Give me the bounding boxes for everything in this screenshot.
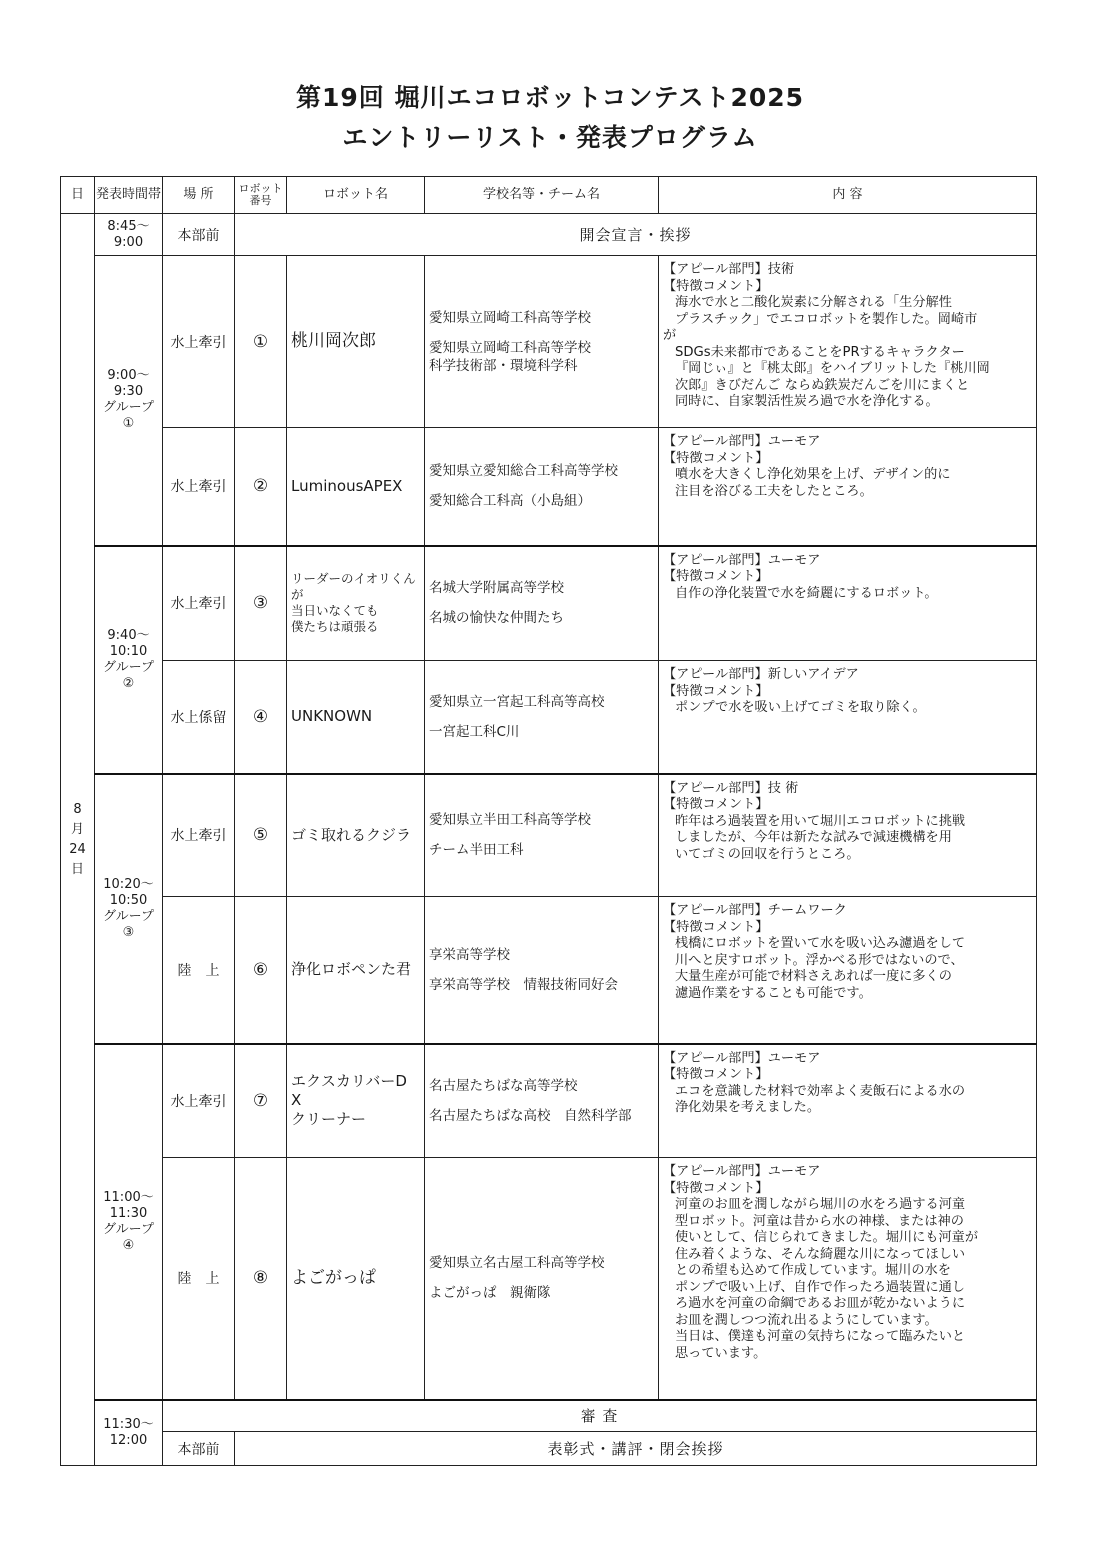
school-name: 享栄高等学校 (429, 946, 510, 963)
col-robot-no (235, 177, 287, 214)
group-4-label: グループ (103, 1221, 154, 1237)
school-name: 名城大学附属高等学校 (429, 580, 564, 597)
comment-line: ろ過水を河童の命綱であるお皿が乾かないように (675, 1296, 966, 1311)
entry-school (425, 428, 659, 546)
robot-name-line: 僕たちは頑張る (291, 619, 379, 635)
entry-place: 陸 上 (163, 1158, 235, 1400)
closing-time-end: 12:00 (109, 1432, 148, 1448)
group-2-label: グループ (103, 659, 154, 675)
group-1-start: 9:00～ (107, 368, 150, 384)
comment-line: プラスチック」でエコロボットを製作した。岡崎市 (675, 311, 978, 327)
comment-heading: 【特徴コメント】 (663, 1067, 769, 1082)
entry-row-1 (61, 256, 1037, 428)
entry-row-7 (61, 1044, 1037, 1158)
comment-line: 次郎』きびだんご ならぬ鉄炭だんごを川にまくと (675, 377, 970, 393)
closing-time-start: 11:30～ (103, 1416, 154, 1432)
team-name-line: 愛知総合工科高（小島組） (429, 493, 591, 510)
entry-robot-name (287, 774, 425, 897)
robot-name-line: 当日いなくても (291, 603, 379, 619)
appeal-category: 【アピール部門】ユーモア (663, 434, 821, 449)
closing-time (95, 1400, 163, 1466)
col-robot-no-line2: 番号 (249, 194, 272, 207)
school-name: 愛知県立愛知総合工科高等学校 (429, 463, 618, 480)
robot-name-line: よごがっぱ (291, 1267, 376, 1288)
school-name: 名古屋たちばな高等学校 (429, 1077, 578, 1094)
comment-heading: 【特徴コメント】 (663, 683, 769, 699)
col-robot-no-line1: ロボット (238, 182, 283, 195)
entry-robot-name (287, 1158, 425, 1400)
school-name: 愛知県立岡崎工科高等学校 (429, 309, 591, 326)
team-name-line: 名古屋たちばな高校 自然科学部 (429, 1107, 632, 1124)
team-name-line: よごがっぱ 親衛隊 (429, 1285, 551, 1302)
closing-row (61, 1432, 1037, 1466)
opening-row (61, 214, 1037, 256)
opening-time-start: 8:45～ (107, 218, 150, 234)
comment-heading: 【特徴コメント】 (663, 450, 769, 466)
appeal-category: 【アピール部門】技 術 (663, 780, 799, 796)
col-place: 場 所 (163, 177, 235, 214)
col-time: 発表時間帯 (95, 177, 163, 214)
group-1-number: ① (122, 416, 135, 432)
group-4-time (95, 1044, 163, 1400)
group-4-end: 11:30 (109, 1205, 148, 1221)
entry-content (659, 256, 1037, 428)
team-name-line: 一宮起工科C川 (429, 723, 520, 740)
comment-line: ポンプで水を吸い上げてゴミを取り除く。 (675, 700, 926, 715)
entry-number: ① (235, 256, 287, 428)
entry-number: ⑤ (235, 774, 287, 897)
robot-name-line: クリーナー (291, 1110, 367, 1129)
comment-line: 当日は、僕達も河童の気持ちになって臨みたいと (675, 1329, 966, 1344)
group-1-time (95, 256, 163, 546)
day-m: 月 (70, 821, 84, 837)
robot-name-line: ゴミ取れるクジラ (291, 825, 412, 844)
entry-content (659, 1158, 1037, 1400)
comment-line: 『岡じぃ』と『桃太郎』をハイブリットした『桃川岡 (675, 361, 990, 376)
comment-line: ポンプで吸い上げ、自作で作ったろ過装置に通し (675, 1279, 965, 1295)
appeal-category: 【アピール部門】ユーモア (663, 1050, 821, 1066)
entry-school (425, 1044, 659, 1158)
comment-heading: 【特徴コメント】 (663, 919, 769, 935)
entry-robot-name (287, 256, 425, 428)
comment-line: 型ロボット。河童は昔から水の神様、または神の (675, 1213, 964, 1229)
entry-place: 水上牽引 (163, 546, 235, 661)
col-day: 日 (61, 177, 95, 214)
header-row (61, 177, 1037, 214)
team-name-line: 名城の愉快な仲間たち (429, 610, 564, 627)
comment-line: 住み着くような、そんな綺麗な川になってほしい (675, 1246, 966, 1262)
entry-place: 水上牽引 (163, 774, 235, 897)
team-name-line: 愛知県立岡崎工科高等学校 (429, 339, 591, 356)
group-1-label: グループ (103, 400, 154, 416)
comment-line: 思っています。 (675, 1345, 767, 1361)
entry-school (425, 1158, 659, 1400)
day-cell (61, 214, 95, 1466)
comment-line: 川へと戻すロボット。浮かべる形ではないので、 (675, 952, 964, 968)
entry-content (659, 546, 1037, 661)
comment-line: 噴水を大きくし浄化効果を上げ、デザイン的に (675, 467, 951, 482)
group-3-label: グループ (103, 908, 154, 924)
robot-name-line: X (291, 1091, 302, 1110)
comment-heading: 【特徴コメント】 (663, 797, 769, 812)
day-d: 日 (70, 861, 84, 877)
entry-place: 陸 上 (163, 897, 235, 1044)
entry-school (425, 774, 659, 897)
day-date: 24 (69, 841, 86, 857)
program-table (60, 176, 1037, 1466)
opening-event: 開会宣言・挨拶 (235, 214, 1037, 256)
entry-school (425, 546, 659, 661)
entry-place: 水上牽引 (163, 428, 235, 546)
group-3-start: 10:20～ (103, 876, 154, 892)
entry-number: ⑥ (235, 897, 287, 1044)
group-3-end: 10:50 (109, 892, 148, 908)
comment-line: 海水で水と二酸化炭素に分解される「生分解性 (675, 295, 952, 310)
robot-name-line: LuminousAPEX (291, 476, 403, 495)
comment-line: いてゴミの回収を行うところ。 (675, 846, 860, 862)
group-3-time (95, 774, 163, 1044)
col-school: 学校名等・チーム名 (425, 177, 659, 214)
group-2-number: ② (122, 675, 135, 691)
day-month: 8 (73, 801, 82, 817)
entry-content (659, 428, 1037, 546)
comment-heading: 【特徴コメント】 (663, 1180, 769, 1196)
group-1-end: 9:30 (113, 384, 144, 400)
robot-name-line: リーダーのイオリくん (291, 571, 416, 587)
comment-line: お皿を潤しつつ流れ出るようにしています。 (675, 1312, 938, 1328)
robot-name-line: UNKNOWN (291, 707, 373, 726)
group-2-end: 10:10 (109, 643, 148, 659)
entry-school (425, 897, 659, 1044)
entry-number: ⑧ (235, 1158, 287, 1400)
robot-name-line: エクスカリバーD (291, 1072, 407, 1091)
opening-time-end: 9:00 (113, 234, 144, 250)
entry-number: ⑦ (235, 1044, 287, 1158)
entry-content (659, 661, 1037, 774)
appeal-category: 【アピール部門】ユーモア (663, 1164, 821, 1179)
comment-line: 桟橋にロボットを置いて水を吸い込み濾過をして (675, 936, 966, 951)
entry-robot-name (287, 897, 425, 1044)
entry-content (659, 774, 1037, 897)
entry-school (425, 661, 659, 774)
closing-event: 表彰式・講評・閉会挨拶 (235, 1432, 1037, 1466)
page-title: 第19回 堀川エコロボットコンテスト2025 (295, 83, 805, 112)
school-name: 愛知県立半田工科高等学校 (429, 812, 591, 829)
comment-line: 使いとして、信じられてきました。堀川にも河童が (675, 1230, 979, 1245)
entry-content (659, 1044, 1037, 1158)
col-robot-name: ロボット名 (287, 177, 425, 214)
group-2-start: 9:40～ (107, 627, 150, 643)
robot-name-line: 桃川岡次郎 (291, 331, 376, 351)
entry-school (425, 256, 659, 428)
entry-content (659, 897, 1037, 1044)
entry-row-3 (61, 546, 1037, 661)
comment-line: との希望も込めて作成しています。堀川の水を (675, 1263, 951, 1278)
group-4-number: ④ (122, 1237, 135, 1253)
entry-robot-name (287, 1044, 425, 1158)
comment-heading: 【特徴コメント】 (663, 278, 769, 294)
comment-line: しましたが、今年は新たな試みで減速機構を用 (675, 830, 952, 845)
entry-number: ③ (235, 546, 287, 661)
school-name: 愛知県立名古屋工科高等学校 (429, 1255, 605, 1272)
appeal-category: 【アピール部門】ユーモア (663, 552, 821, 568)
comment-line: 河童のお皿を潤しながら堀川の水をろ過する河童 (675, 1197, 966, 1212)
entry-number: ② (235, 428, 287, 546)
comment-line: エコを意識した材料で効率よく麦飯石による水の (675, 1083, 966, 1099)
closing-place: 本部前 (163, 1432, 235, 1466)
opening-place: 本部前 (163, 214, 235, 256)
group-4-start: 11:00～ (103, 1189, 154, 1205)
entry-row-6 (61, 897, 1037, 1044)
comment-heading: 【特徴コメント】 (663, 569, 769, 584)
appeal-category: 【アピール部門】新しいアイデア (663, 667, 859, 682)
comment-line: 浄化効果を考えました。 (675, 1100, 821, 1115)
team-name-line: 科学技術部・環境科学科 (429, 357, 578, 374)
page-subtitle: エントリーリスト・発表プログラム (342, 123, 758, 152)
comment-line: 濾過作業をすることも可能です。 (675, 985, 872, 1001)
entry-row-2 (61, 428, 1037, 546)
comment-line: が (663, 328, 677, 343)
comment-line: 昨年はろ過装置を用いて堀川エコロボットに挑戦 (675, 813, 966, 829)
judging-event: 審 査 (163, 1400, 1037, 1432)
entry-number: ④ (235, 661, 287, 774)
entry-robot-name (287, 661, 425, 774)
robot-name-line: 浄化ロボペンた君 (291, 960, 412, 979)
group-3-number: ③ (122, 924, 135, 940)
entry-place: 水上係留 (163, 661, 235, 774)
entry-place: 水上牽引 (163, 256, 235, 428)
comment-line: 注目を浴びる工夫をしたところ。 (675, 483, 873, 499)
robot-name-line: が (291, 587, 304, 603)
comment-line: 大量生産が可能で材料さえあれば一度に多くの (675, 969, 952, 984)
opening-time (95, 214, 163, 256)
comment-line: 自作の浄化装置で水を綺麗にするロボット。 (675, 585, 938, 601)
appeal-category: 【アピール部門】技術 (663, 262, 795, 277)
group-2-time (95, 546, 163, 774)
entry-robot-name (287, 546, 425, 661)
comment-line: 同時に、自家製活性炭ろ過で水を浄化する。 (675, 394, 939, 409)
team-name-line: 享栄高等学校 情報技術同好会 (429, 976, 618, 993)
entry-row-8 (61, 1158, 1037, 1400)
entry-place: 水上牽引 (163, 1044, 235, 1158)
entry-robot-name (287, 428, 425, 546)
entry-row-5 (61, 774, 1037, 897)
col-content: 内 容 (659, 177, 1037, 214)
comment-line: SDGs未来都市であることをPRするキャラクター (675, 344, 965, 360)
team-name-line: チーム半田工科 (429, 842, 524, 859)
entry-row-4 (61, 661, 1037, 774)
school-name: 愛知県立一宮起工科高等高校 (429, 693, 605, 710)
appeal-category: 【アピール部門】チームワーク (663, 903, 847, 918)
judging-row (61, 1400, 1037, 1432)
